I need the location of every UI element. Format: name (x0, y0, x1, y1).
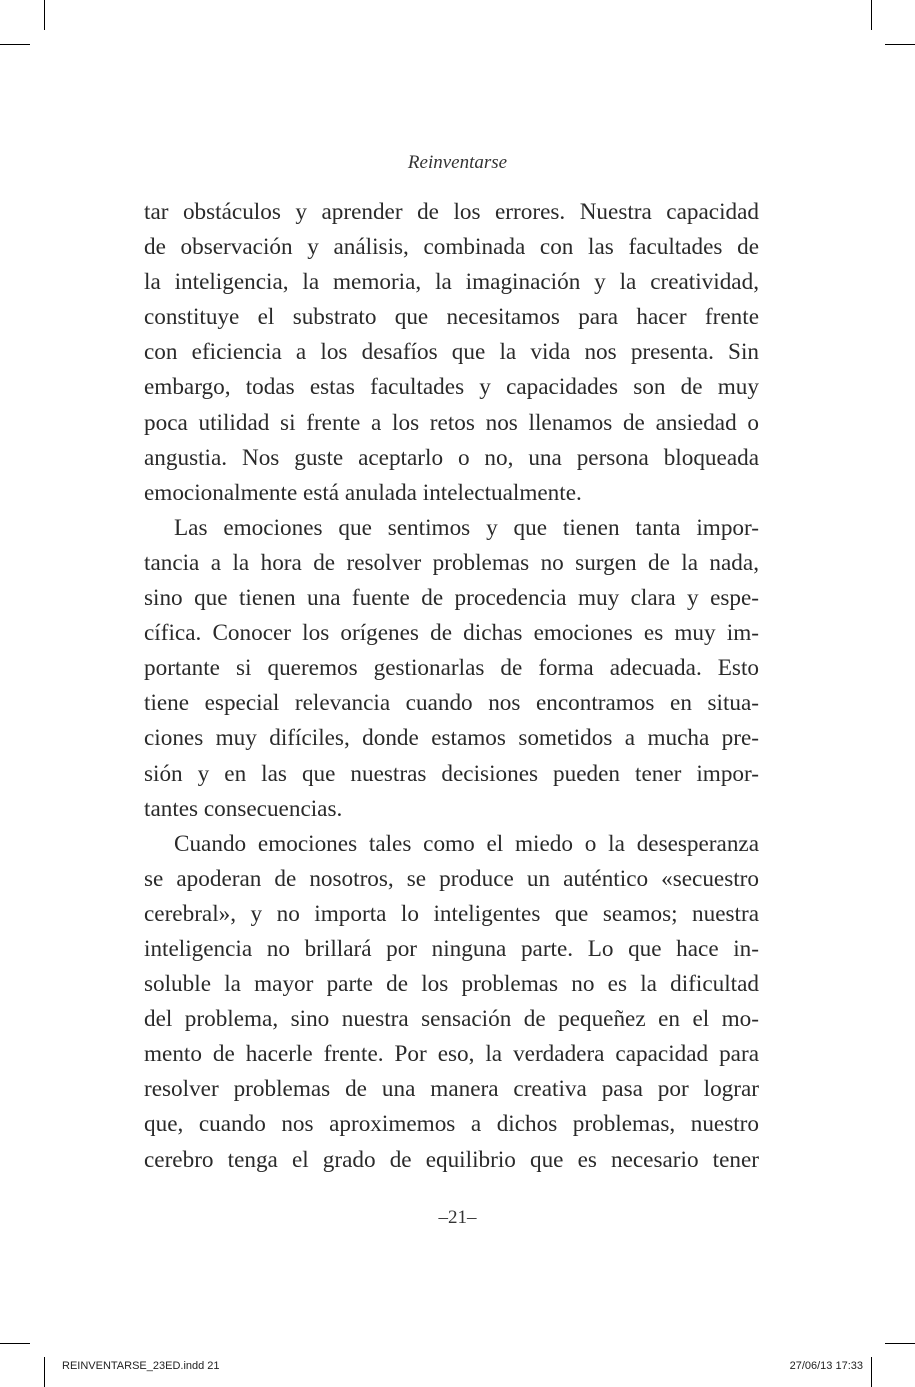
text-line: mento de hacerle frente. Por eso, la verdadera capacidad para (144, 1041, 759, 1068)
text-line: soluble la mayor parte de los problemas no es la dificultad (144, 971, 759, 998)
text-line: tancia a la hora de resolver problemas no surgen de la nada, (144, 549, 759, 576)
paragraph (144, 195, 759, 511)
text-line: inteligencia no brillará por ninguna parte. Lo que hace in- (144, 935, 759, 962)
crop-mark-bottom-left-horizontal (0, 1343, 30, 1344)
text-line: de observación y análisis, combinada con las facultades de (144, 234, 759, 261)
crop-mark-top-right-horizontal (885, 44, 915, 45)
text-line: la inteligencia, la memoria, la imaginación y la creatividad, (144, 269, 759, 296)
running-head: Reinventarse (407, 152, 508, 173)
text-line: cerebro tenga el grado de equilibrio que es necesario tener (144, 1146, 759, 1173)
text-line: angustia. Nos guste aceptarlo o no, una persona bloqueada (144, 444, 759, 471)
text-line: cerebral», y no importa lo inteligentes que seamos; nuestra (144, 900, 759, 927)
text-line: emocionalmente está anulada intelectualmente. (144, 479, 582, 506)
crop-mark-bottom-right-vertical (871, 1357, 872, 1387)
crop-mark-top-left-horizontal (0, 44, 30, 45)
text-line: se apoderan de nosotros, se produce un auténtico «secuestro (144, 865, 759, 892)
text-line: ciones muy difíciles, donde estamos sometidos a mucha pre- (144, 725, 759, 752)
text-line: cífica. Conocer los orígenes de dichas emociones es muy im- (144, 620, 759, 647)
body-text (144, 195, 759, 1178)
crop-mark-top-right-vertical (871, 0, 872, 30)
text-line: sión y en las que nuestras decisiones pueden tener impor- (144, 760, 759, 787)
text-line: que, cuando nos aproximemos a dichos problemas, nuestro (144, 1111, 759, 1138)
text-line: sino que tienen una fuente de procedencia muy clara y espe- (144, 585, 759, 612)
slug-datetime: 27/06/13 17:33 (789, 1360, 863, 1372)
paragraph (144, 827, 759, 1178)
text-line: con eficiencia a los desafíos que la vida nos presenta. Sin (144, 339, 759, 366)
text-line: portante si queremos gestionarlas de forma adecuada. Esto (144, 655, 759, 682)
text-line: Las emociones que sentimos y que tienen tanta impor- (174, 514, 759, 541)
text-line: tantes consecuencias. (144, 795, 343, 822)
crop-mark-bottom-left-vertical (44, 1357, 45, 1387)
text-line: del problema, sino nuestra sensación de pequeñez en el mo- (144, 1006, 759, 1033)
page-number: –21– (438, 1207, 477, 1228)
text-line: tar obstáculos y aprender de los errores. Nuestra capacidad (144, 199, 759, 225)
text-line: embargo, todas estas facultades y capacidades son de muy (144, 374, 759, 401)
text-line: constituye el substrato que necesitamos para hacer frente (144, 304, 759, 331)
crop-mark-top-left-vertical (44, 0, 45, 30)
text-line: tiene especial relevancia cuando nos encontramos en situa- (144, 690, 759, 717)
paragraph (144, 511, 759, 827)
text-line: resolver problemas de una manera creativa pasa por lograr (144, 1076, 759, 1103)
slug-filename: REINVENTARSE_23ED.indd 21 (62, 1360, 220, 1372)
text-line: Cuando emociones tales como el miedo o la desesperanza (174, 830, 759, 857)
crop-mark-bottom-right-horizontal (885, 1343, 915, 1344)
text-line: poca utilidad si frente a los retos nos llenamos de ansiedad o (144, 409, 759, 436)
